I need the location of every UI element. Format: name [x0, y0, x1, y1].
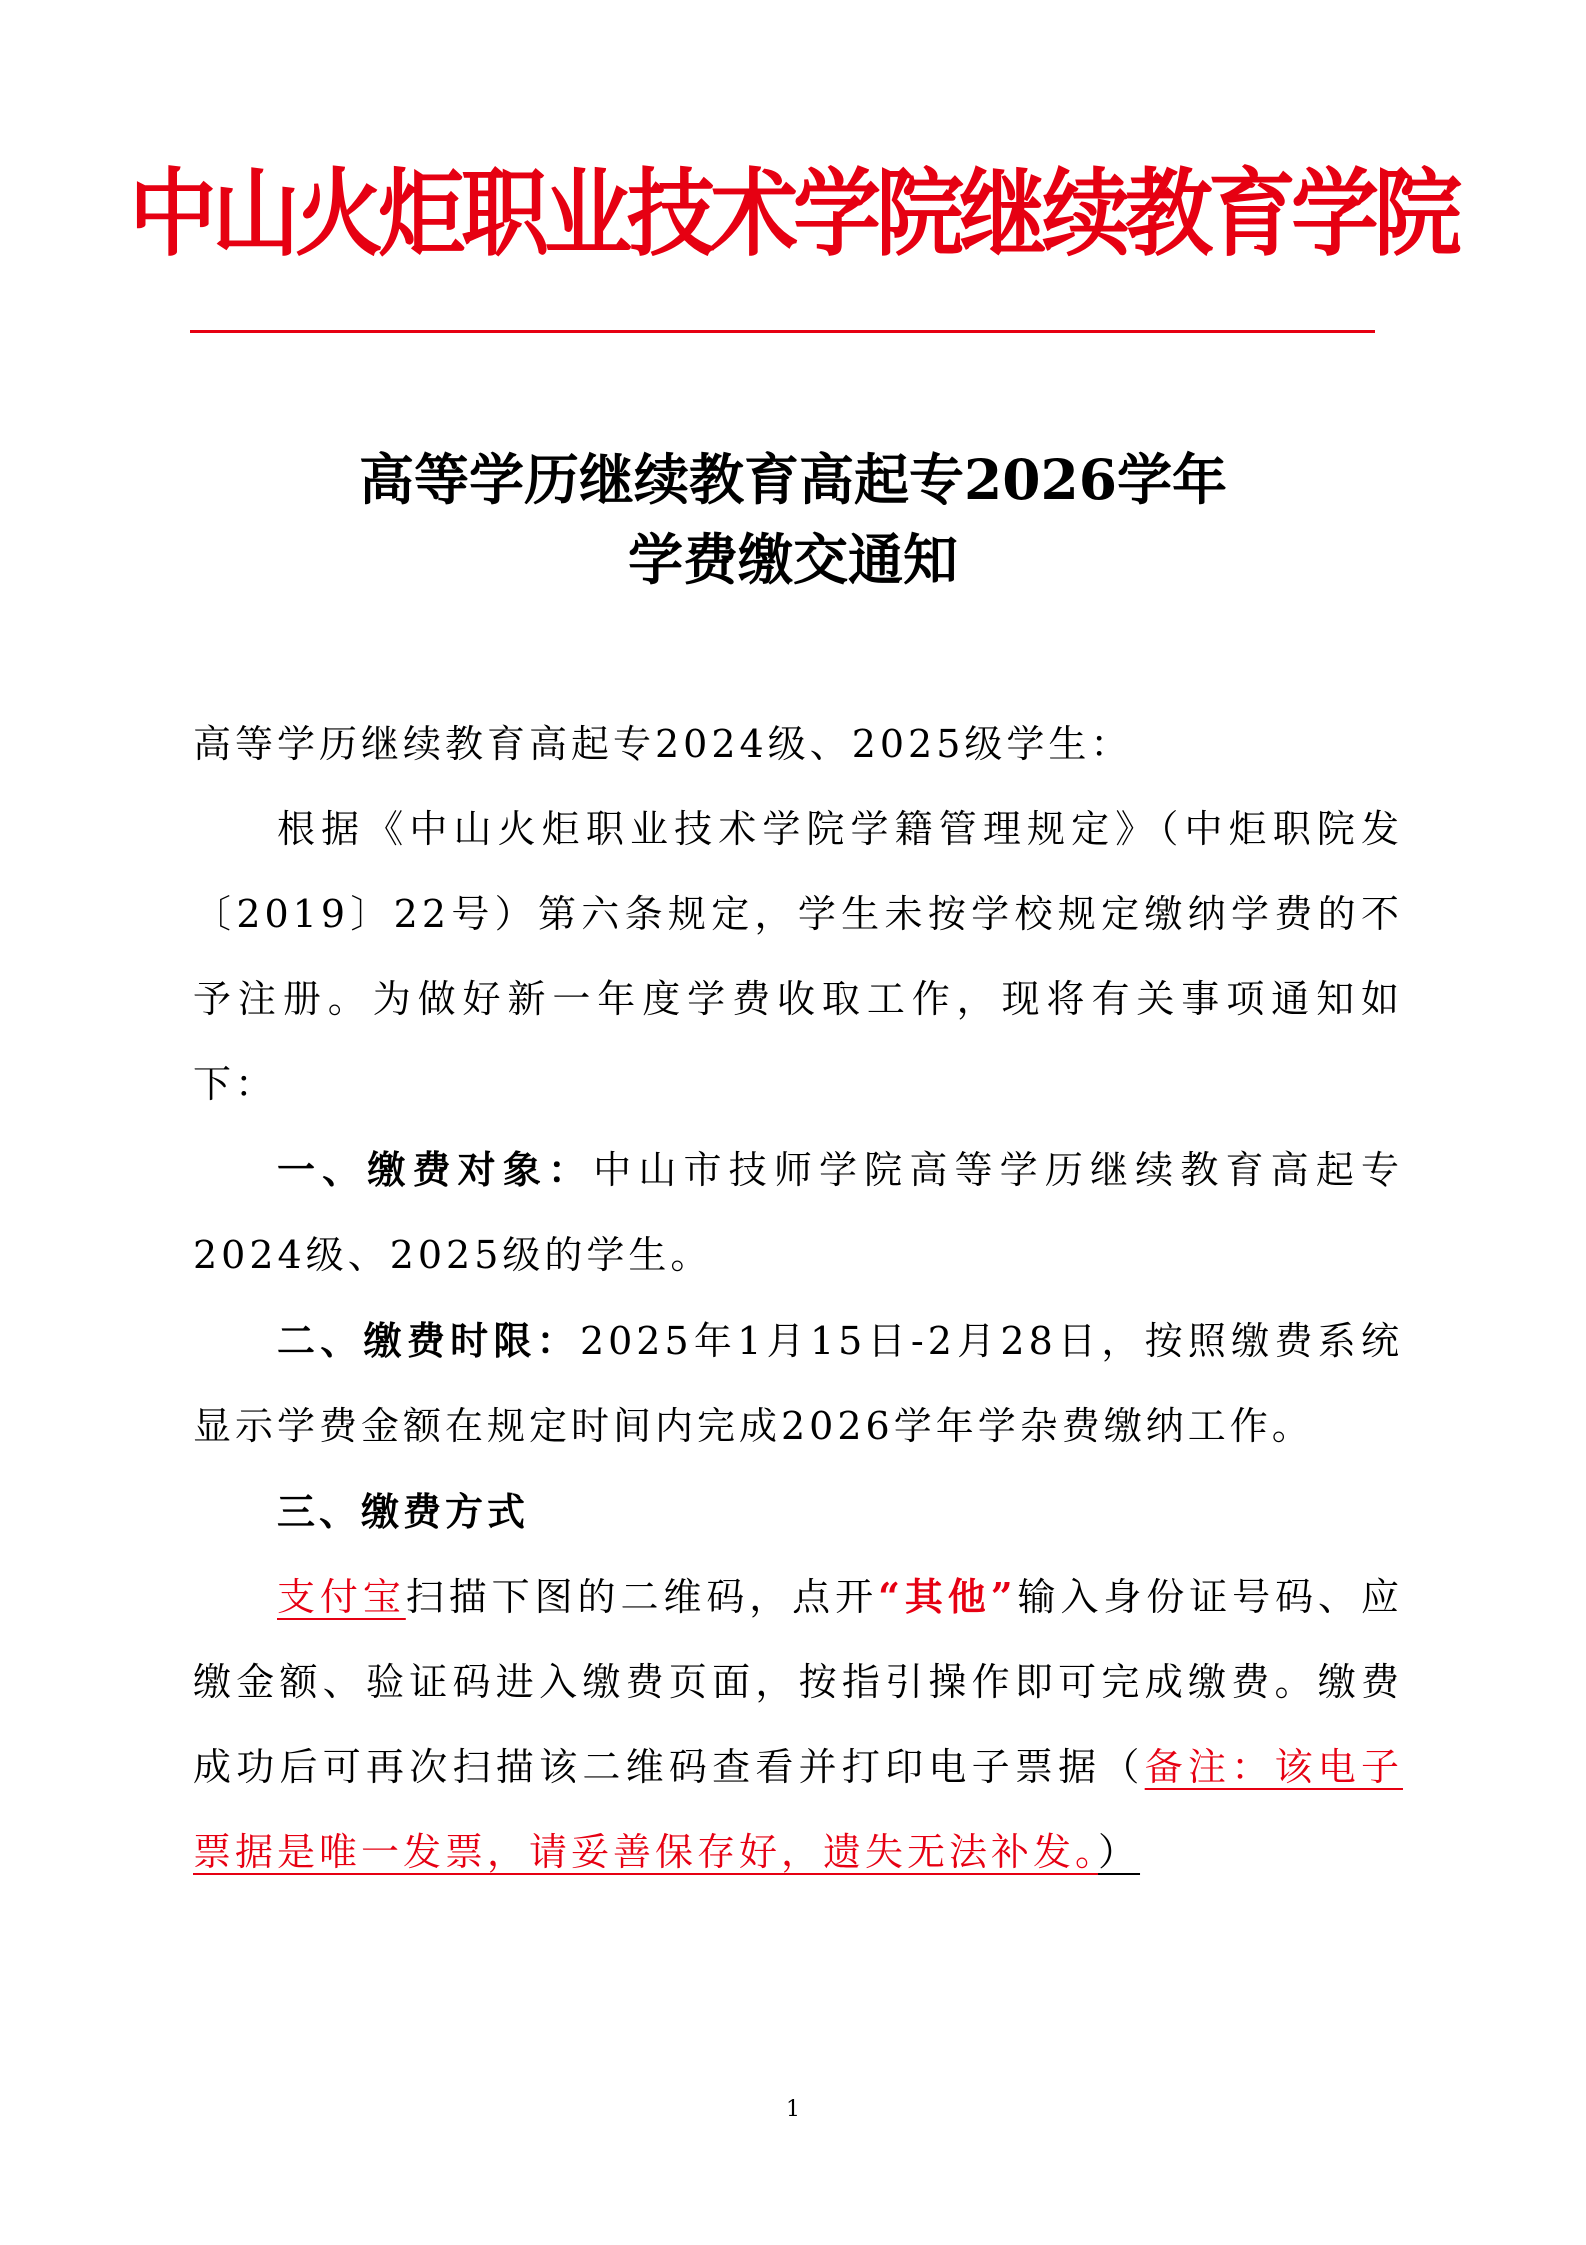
section-payment-target-heading: 一、缴费对象：: [277, 1147, 594, 1192]
section-payment-deadline-text: 2025年1月15日-2月28日，按照缴费系统显示学费金额在规定时间内完成2026学年学杂费缴纳工作。: [193, 1319, 1403, 1448]
payment-instructions: [193, 1554, 1403, 1895]
salutation: 高等学历继续教育高起专2024级、2025级学生：: [193, 722, 1133, 766]
document-title-line-2: 学费缴交通知: [627, 527, 958, 592]
document-title: [0, 440, 1586, 600]
payment-text-2: 输入身份证号码、应缴金额、验证码进入缴费页面，按指引操作即可完成缴费。缴费成功后可再次扫描该二维码查看并打印电子票据（: [193, 1575, 1403, 1789]
section-payment-target-text: 中山市技师学院高等学历继续教育高起专2024级、2025级的学生。: [193, 1148, 1403, 1277]
section-payment-target: [193, 1127, 1403, 1298]
alipay-label: 支付宝: [277, 1575, 406, 1619]
other-option-label: “其他”: [878, 1574, 1017, 1619]
document-title-line-1: 高等学历继续教育高起专2026学年: [358, 447, 1228, 512]
section-payment-deadline-heading: 二、缴费时限：: [277, 1318, 580, 1363]
letterhead-institution-name: 中山火炬职业技术学院继续教育学院: [128, 156, 1457, 270]
payment-text-1: 扫描下图的二维码，点开: [405, 1575, 879, 1619]
letterhead-divider: [190, 330, 1375, 333]
payment-text-3: ）: [1098, 1830, 1141, 1874]
page-number: 1: [786, 2097, 800, 2122]
section-payment-deadline: [193, 1298, 1403, 1469]
intro-paragraph: 根据《中山火炬职业技术学院学籍管理规定》（中炬职院发〔2019〕22号）第六条规定，学生未按学校规定缴纳学费的不予注册。为做好新一年度学费收取工作，现将有关事项通知如下：: [193, 807, 1403, 1106]
document-body: [193, 702, 1403, 1895]
e-receipt-note: 备注：该电子票据是唯一发票，请妥善保存好，遗失无法补发。: [193, 1745, 1403, 1874]
section-payment-method-heading: 三、缴费方式: [277, 1489, 530, 1534]
